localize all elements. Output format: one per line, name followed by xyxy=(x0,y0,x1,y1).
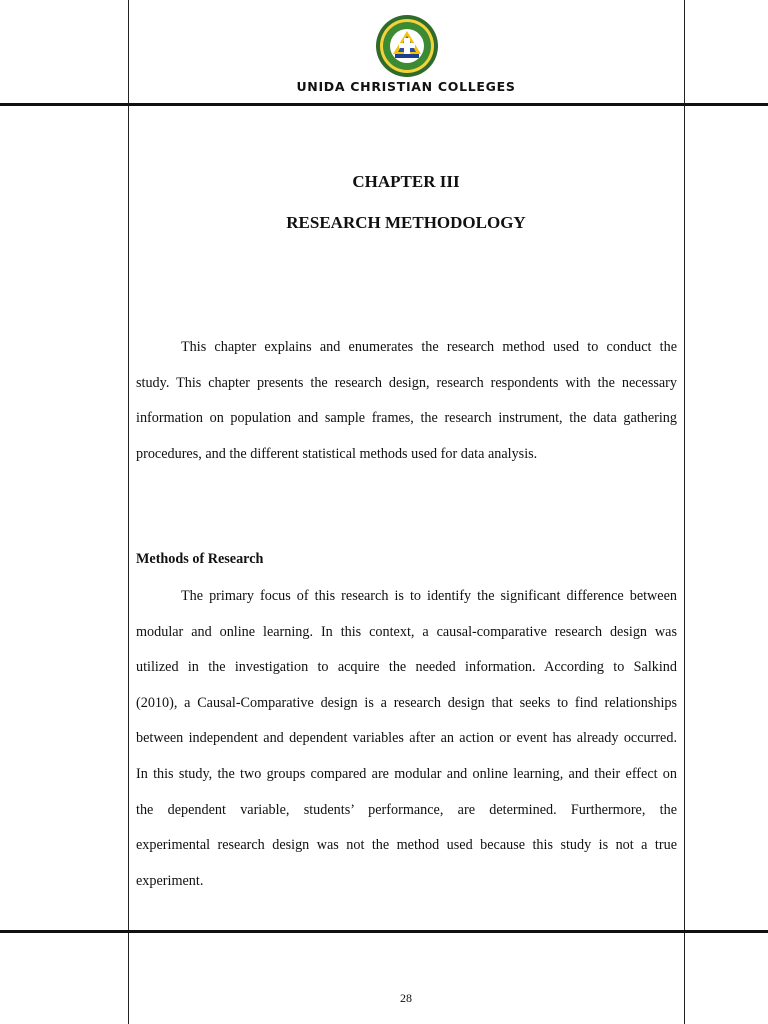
page-number: 28 xyxy=(400,991,412,1005)
chapter-title: RESEARCH METHODOLOGY xyxy=(286,213,526,232)
left-margin-rule xyxy=(128,0,129,1024)
paragraph-line: study. This chapter presents the research design, research respondents with the necessary xyxy=(136,374,677,391)
paragraph-line: modular and online learning. In this context, a causal-comparative research design was xyxy=(136,623,677,640)
paragraph-line: information on population and sample frames, the research instrument, the data gathering xyxy=(136,410,677,427)
paragraph-line: experiment. xyxy=(136,872,204,889)
paragraph-line: utilized in the investigation to acquire the needed information. According to Salkind xyxy=(136,659,677,676)
paragraph-line: procedures, and the different statistical methods used for data analysis. xyxy=(136,445,538,462)
right-margin-rule xyxy=(684,0,685,1024)
intro-paragraph xyxy=(136,330,677,472)
paragraph-line: In this study, the two groups compared are modular and online learning, and their effect on xyxy=(136,765,677,782)
college-seal-icon xyxy=(375,14,439,78)
methods-paragraph xyxy=(136,579,677,899)
footer-rule xyxy=(0,930,768,933)
paragraph-line: This chapter explains and enumerates the research method used to conduct the xyxy=(181,339,677,355)
paragraph-line: The primary focus of this research is to identify the significant difference between xyxy=(181,588,677,604)
section-heading: Methods of Research xyxy=(136,551,264,567)
institution-name: UNIDA CHRISTIAN COLLEGES xyxy=(296,79,516,94)
header-rule xyxy=(0,103,768,106)
chapter-number: CHAPTER III xyxy=(352,172,460,191)
paragraph-line: (2010), a Causal-Comparative design is a research design that seeks to find relationships xyxy=(136,694,677,711)
paragraph-line: between independent and dependent variables after an action or event has already occurred. xyxy=(136,730,677,747)
paragraph-line: experimental research design was not the method used because this study is not a true xyxy=(136,837,677,854)
paragraph-line: the dependent variable, students’ performance, are determined. Furthermore, the xyxy=(136,801,677,818)
